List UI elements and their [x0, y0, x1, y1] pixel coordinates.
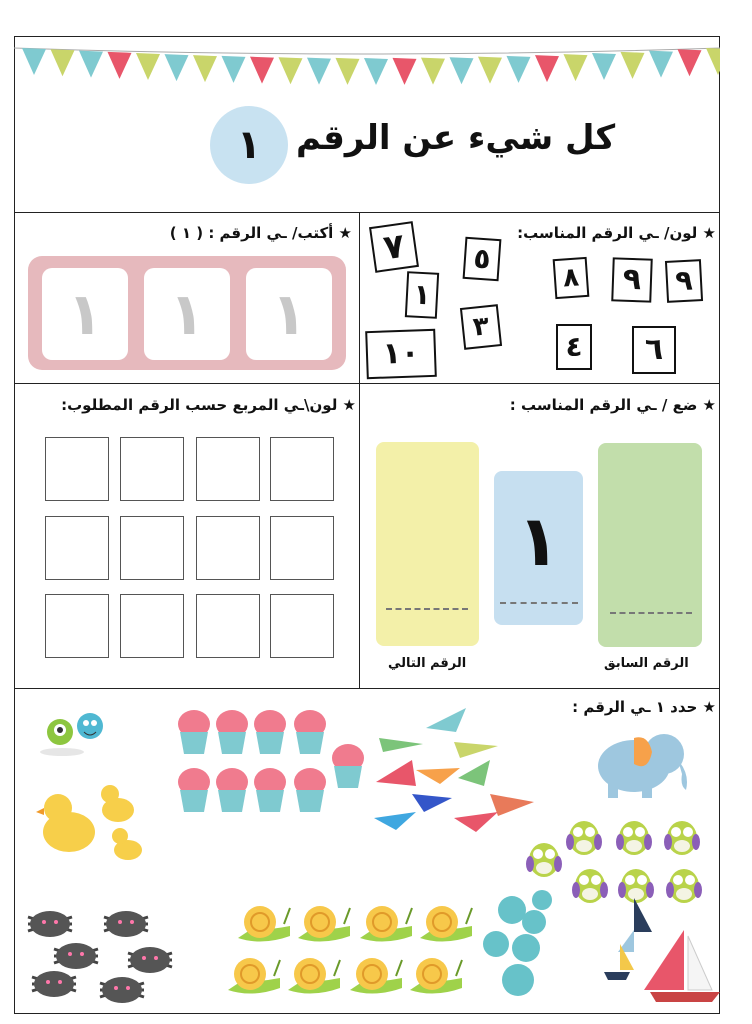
owl-icon[interactable] [666, 869, 702, 903]
flag [336, 58, 360, 85]
number-card[interactable]: ٩ [665, 259, 703, 303]
title-number: ١ [236, 122, 262, 168]
divider [14, 383, 720, 384]
flag [79, 51, 103, 78]
flag [649, 51, 673, 78]
divider [14, 688, 720, 689]
cupcake-icon[interactable] [332, 744, 364, 788]
color-instruction: ★ لون/ ـي الرقم المناسب: [517, 224, 716, 242]
flag [364, 58, 388, 85]
color-square[interactable] [196, 594, 260, 658]
previous-label: الرقم السابق [604, 656, 689, 671]
sailboat-icon[interactable] [604, 898, 720, 1002]
color-square[interactable] [45, 437, 109, 501]
owl-icon[interactable] [618, 869, 654, 903]
flag [136, 53, 160, 80]
color-square[interactable] [45, 594, 109, 658]
snail-icon[interactable] [228, 958, 280, 994]
cupcake-icon[interactable] [254, 768, 286, 812]
divider [359, 212, 360, 688]
flag [279, 57, 303, 84]
duck-icon[interactable] [36, 785, 142, 860]
snail-icon[interactable] [410, 958, 462, 994]
spider-icon[interactable] [100, 977, 144, 1003]
color-square[interactable] [270, 437, 334, 501]
cupcake-icon[interactable] [216, 768, 248, 812]
squares-instruction: ★ لون\ـي المربع حسب الرقم المطلوب: [61, 396, 356, 414]
flag [535, 55, 559, 82]
trace-digit[interactable]: ١ [246, 268, 332, 360]
owl-icon[interactable] [566, 821, 602, 855]
number-card[interactable]: ٩ [611, 257, 653, 302]
snail-icon[interactable] [360, 906, 412, 942]
bunting-flags [14, 38, 720, 90]
snail-icon[interactable] [420, 906, 472, 942]
elephant-icon[interactable] [598, 734, 687, 798]
owl-icon[interactable] [616, 821, 652, 855]
spider-icon[interactable] [54, 943, 98, 969]
write-instruction: ★ أكتب/ ـي الرقم : ( ١ ) [169, 224, 352, 242]
owl-icon[interactable] [664, 821, 700, 855]
spider-icon[interactable] [28, 911, 72, 937]
color-square[interactable] [196, 516, 260, 580]
number-card[interactable]: ٥ [463, 237, 502, 281]
spider-icon[interactable] [128, 947, 172, 973]
count-instruction: ★ حدد ١ ـي الرقم : [572, 698, 716, 716]
color-square[interactable] [120, 594, 184, 658]
divider [14, 212, 720, 213]
cupcake-icon[interactable] [178, 710, 210, 754]
answer-line [386, 608, 468, 610]
number-card[interactable]: ١٠ [365, 329, 437, 379]
flag [193, 55, 217, 82]
color-square[interactable] [45, 516, 109, 580]
snail-icon[interactable] [238, 906, 290, 942]
bubble-icon[interactable] [483, 890, 552, 996]
flag [592, 53, 616, 80]
flag [393, 58, 417, 85]
spider-icon[interactable] [32, 971, 76, 997]
flag [250, 57, 274, 84]
middle-number: ١ [517, 500, 560, 582]
flag [706, 48, 720, 75]
cupcake-icon[interactable] [178, 768, 210, 812]
number-card[interactable]: ٨ [553, 257, 590, 299]
previous-number-box[interactable] [598, 443, 702, 647]
owl-icon[interactable] [572, 869, 608, 903]
flag [307, 58, 331, 85]
color-square[interactable] [120, 516, 184, 580]
trace-digit[interactable]: ١ [144, 268, 230, 360]
flag [478, 57, 502, 84]
flag [621, 52, 645, 79]
color-square[interactable] [270, 516, 334, 580]
answer-line [500, 602, 578, 604]
trace-box [28, 256, 346, 370]
count-pictures [14, 690, 720, 1012]
flag [22, 48, 46, 75]
paper-plane-icon[interactable] [374, 708, 534, 832]
next-number-box[interactable] [376, 442, 479, 646]
color-square[interactable] [196, 437, 260, 501]
page-title: كل شيء عن الرقم [296, 118, 616, 158]
flag [222, 56, 246, 83]
spider-icon[interactable] [104, 911, 148, 937]
flag [564, 54, 588, 81]
number-card[interactable]: ٣ [460, 304, 502, 350]
color-square[interactable] [270, 594, 334, 658]
flag [450, 57, 474, 84]
color-square[interactable] [120, 437, 184, 501]
next-label: الرقم التالي [388, 656, 467, 671]
flag [507, 56, 531, 83]
snail-icon[interactable] [298, 906, 350, 942]
snail-icon[interactable] [350, 958, 402, 994]
snail-icon[interactable] [288, 958, 340, 994]
number-card[interactable]: ٤ [556, 324, 592, 370]
cupcake-icon[interactable] [254, 710, 286, 754]
flag [678, 49, 702, 76]
number-card[interactable]: ١ [405, 271, 439, 319]
monster-icon[interactable] [40, 713, 103, 756]
place-instruction: ★ ضع / ـي الرقم المناسب : [509, 396, 716, 414]
number-card[interactable]: ٧ [369, 221, 419, 273]
owl-icon[interactable] [526, 843, 562, 877]
trace-digit[interactable]: ١ [42, 268, 128, 360]
cupcake-icon[interactable] [294, 710, 326, 754]
cupcake-icon[interactable] [294, 768, 326, 812]
flag [421, 58, 445, 85]
number-card[interactable]: ٦ [632, 326, 676, 374]
flag [108, 52, 132, 79]
flag [51, 49, 75, 76]
cupcake-icon[interactable] [216, 710, 248, 754]
answer-line [610, 612, 692, 614]
flag [165, 54, 189, 81]
